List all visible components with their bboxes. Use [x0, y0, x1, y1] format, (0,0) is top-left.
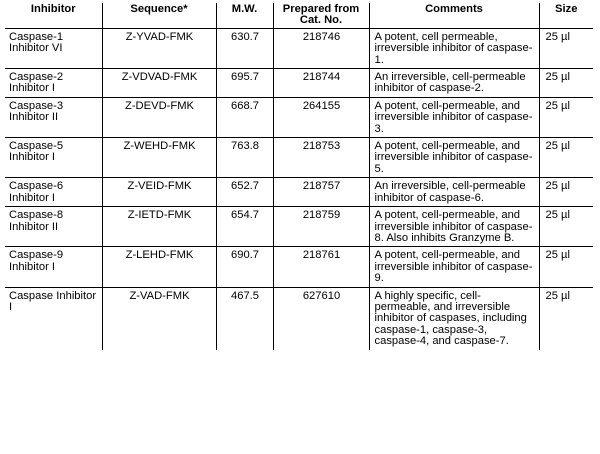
cell-catno: 264155	[273, 97, 369, 137]
cell-sequence: Z-IETD-FMK	[102, 207, 216, 247]
cell-size: 25 µl	[539, 287, 593, 350]
cell-inhibitor: Caspase-9 Inhibitor I	[5, 247, 102, 287]
table-row	[5, 247, 593, 287]
cell-catno: 218757	[273, 178, 369, 207]
cell-mw: 690.7	[216, 247, 273, 287]
cell-comment: A potent, cell-permeable, and irreversible inhibitor of caspase-9.	[369, 247, 539, 287]
cell-sequence: Z-YVAD-FMK	[102, 28, 216, 68]
cell-catno: 218759	[273, 207, 369, 247]
cell-sequence: Z-VEID-FMK	[102, 178, 216, 207]
cell-comment: A potent, cell-permeable, and irreversible inhibitor of caspase-3.	[369, 97, 539, 137]
cell-inhibitor: Caspase-5 Inhibitor I	[5, 138, 102, 178]
cell-mw: 652.7	[216, 178, 273, 207]
table-row	[5, 97, 593, 137]
cell-sequence: Z-LEHD-FMK	[102, 247, 216, 287]
table-row	[5, 178, 593, 207]
header-comments: Comments	[369, 3, 539, 28]
header-inhibitor: Inhibitor	[5, 3, 102, 28]
cell-mw: 630.7	[216, 28, 273, 68]
cell-mw: 695.7	[216, 69, 273, 98]
cell-comment: A potent, cell-permeable, and irreversible inhibitor of caspase-5.	[369, 138, 539, 178]
cell-catno: 218761	[273, 247, 369, 287]
table-row	[5, 69, 593, 98]
header-row	[5, 3, 593, 28]
cell-sequence: Z-VDVAD-FMK	[102, 69, 216, 98]
cell-inhibitor: Caspase-2 Inhibitor I	[5, 69, 102, 98]
table-header	[5, 3, 593, 28]
table-row	[5, 207, 593, 247]
cell-comment: An irreversible, cell-permeable inhibitor of caspase-2.	[369, 69, 539, 98]
cell-sequence: Z-DEVD-FMK	[102, 97, 216, 137]
cell-catno: 218753	[273, 138, 369, 178]
cell-catno: 218746	[273, 28, 369, 68]
cell-catno: 627610	[273, 287, 369, 350]
cell-inhibitor: Caspase-8 Inhibitor II	[5, 207, 102, 247]
cell-inhibitor: Caspase-1 Inhibitor VI	[9, 30, 64, 55]
cell-comment: A potent, cell permeable, irreversible inhibitor of caspase-1.	[369, 28, 539, 68]
cell-mw: 763.8	[216, 138, 273, 178]
cell-catno: 218744	[273, 69, 369, 98]
cell-mw: 668.7	[216, 97, 273, 137]
cell-size: 25 µl	[539, 138, 593, 178]
cell-comment: A potent, cell-permeable, and irreversible inhibitor of caspase-8. Also inhibits Granzyme B.	[369, 207, 539, 247]
header-size: Size	[539, 3, 593, 28]
cell-inhibitor: Caspase-6 Inhibitor I	[5, 178, 102, 207]
cell-inhibitor: Caspase Inhibitor I	[5, 287, 102, 350]
cell-size: 25 µl	[539, 247, 593, 287]
table-row	[5, 28, 593, 68]
caspase-inhibitor-table	[5, 3, 593, 350]
cell-size: 25 µl	[539, 207, 593, 247]
header-mw: M.W.	[216, 3, 273, 28]
cell-comment: A highly specific, cell-permeable, and irreversible inhibitor of caspases, including caspase-1, caspase-3, caspase-4, and caspase-7.	[369, 287, 539, 350]
header-catno: Prepared from Cat. No.	[273, 3, 369, 28]
table-row	[5, 287, 593, 350]
table-row	[5, 138, 593, 178]
cell-size: 25 µl	[539, 97, 593, 137]
cell-inhibitor: Caspase-3 Inhibitor II	[5, 97, 102, 137]
cell-sequence: Z-VAD-FMK	[102, 287, 216, 350]
cell-mw: 654.7	[216, 207, 273, 247]
cell-mw: 467.5	[216, 287, 273, 350]
header-sequence: Sequence*	[102, 3, 216, 28]
cell-comment: An irreversible, cell-permeable inhibitor of caspase-6.	[369, 178, 539, 207]
cell-size: 25 µl	[539, 28, 593, 68]
table-body	[5, 28, 593, 349]
cell-size: 25 µl	[539, 178, 593, 207]
cell-size: 25 µl	[539, 69, 593, 98]
cell-sequence: Z-WEHD-FMK	[102, 138, 216, 178]
